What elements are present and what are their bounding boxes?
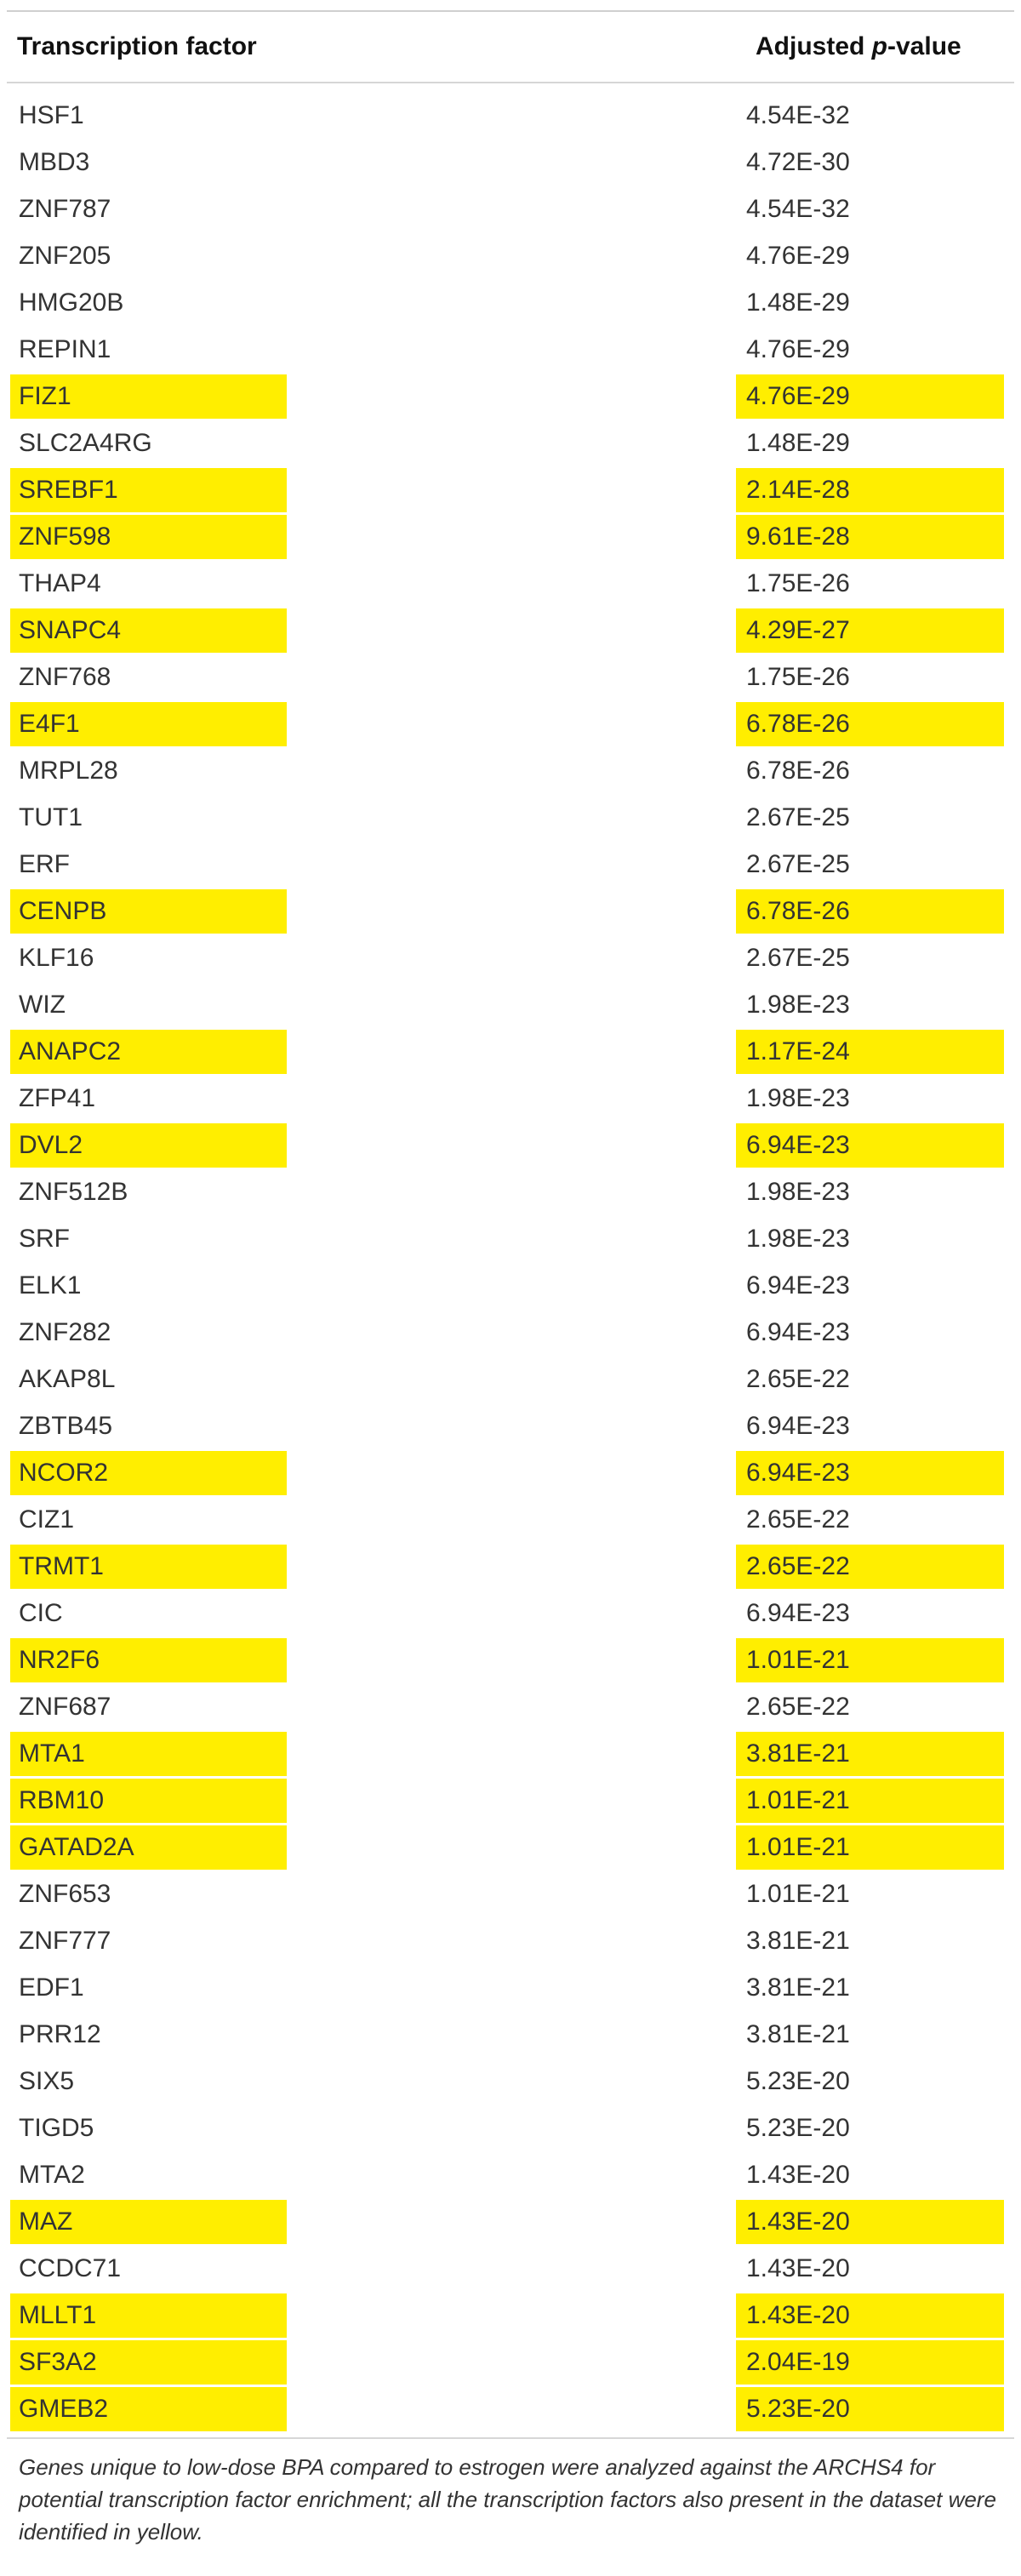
adjusted-p-value-cell: 3.81E-21	[746, 1973, 850, 2002]
adjusted-p-value-cell: 2.67E-25	[746, 849, 850, 878]
transcription-factor-cell: NR2F6	[10, 1638, 287, 1682]
adjusted-p-value-cell: 4.76E-29	[746, 241, 850, 270]
table-row	[0, 232, 1021, 279]
transcription-factor-cell: SRF	[19, 1224, 70, 1253]
table-row	[0, 1730, 1021, 1777]
transcription-factor-cell: KLF16	[19, 943, 94, 972]
adjusted-p-value-cell: 2.04E-19	[736, 2340, 1004, 2385]
transcription-factor-table	[0, 10, 1021, 2548]
table-row	[0, 1309, 1021, 1356]
adjusted-p-value-cell: 6.94E-23	[736, 1451, 1004, 1495]
transcription-factor-cell: ZNF598	[10, 515, 287, 559]
adjusted-p-value-cell: 6.78E-26	[746, 756, 850, 785]
table-footnote: Genes unique to low-dose BPA compared to estrogen were analyzed against the ARCHS4 for potential transcription factor enrichment; all the transcription factors also present in the dataset were identified in yellow.	[19, 2454, 996, 2545]
transcription-factor-cell: NCOR2	[10, 1451, 287, 1495]
adjusted-p-value-cell: 4.76E-29	[746, 334, 850, 363]
table-row	[0, 420, 1021, 466]
table-row	[0, 1590, 1021, 1636]
table-row	[0, 934, 1021, 981]
adjusted-p-value-cell: 1.98E-23	[746, 1177, 850, 1206]
transcription-factor-cell: TRMT1	[10, 1545, 287, 1589]
transcription-factor-cell: ZNF653	[19, 1879, 111, 1908]
table-row	[0, 1496, 1021, 1543]
transcription-factor-cell: SREBF1	[10, 468, 287, 512]
adjusted-p-value-cell: 2.14E-28	[736, 468, 1004, 512]
transcription-factor-cell: MTA1	[10, 1732, 287, 1776]
transcription-factor-cell: E4F1	[10, 702, 287, 746]
adjusted-p-value-cell: 2.65E-22	[746, 1364, 850, 1393]
adjusted-p-value-cell: 6.78E-26	[736, 889, 1004, 934]
transcription-factor-cell: CCDC71	[19, 2253, 122, 2282]
adjusted-p-value-cell: 1.43E-20	[736, 2293, 1004, 2338]
table-row	[0, 326, 1021, 373]
transcription-factor-cell: ZNF512B	[19, 1177, 128, 1206]
adjusted-p-value-cell: 5.23E-20	[746, 2066, 850, 2095]
table-row	[0, 1683, 1021, 1730]
header-pv-suffix: -value	[887, 32, 961, 60]
header-adjusted-p-value	[756, 32, 1004, 61]
table-row	[0, 2385, 1021, 2432]
table-row	[0, 794, 1021, 841]
table-row	[0, 1028, 1021, 1075]
adjusted-p-value-cell: 6.94E-23	[746, 1317, 850, 1346]
adjusted-p-value-cell: 2.65E-22	[736, 1545, 1004, 1589]
transcription-factor-cell: REPIN1	[19, 334, 111, 363]
table-row	[0, 2245, 1021, 2292]
adjusted-p-value-cell: 3.81E-21	[736, 1732, 1004, 1776]
transcription-factor-cell: ELK1	[19, 1271, 82, 1299]
table-row	[0, 1543, 1021, 1590]
adjusted-p-value-cell: 2.65E-22	[746, 1692, 850, 1721]
adjusted-p-value-cell: 9.61E-28	[736, 515, 1004, 559]
adjusted-p-value-cell: 1.75E-26	[746, 568, 850, 597]
header-pv-italic: p	[871, 32, 887, 60]
transcription-factor-cell: FIZ1	[10, 374, 287, 419]
transcription-factor-cell: AKAP8L	[19, 1364, 116, 1393]
adjusted-p-value-cell: 4.72E-30	[746, 147, 850, 176]
table-row	[0, 700, 1021, 747]
table-row	[0, 1075, 1021, 1122]
table-row	[0, 1122, 1021, 1168]
header-pv-prefix: Adjusted	[756, 32, 872, 60]
table-row	[0, 186, 1021, 232]
table-row	[0, 841, 1021, 888]
table-row	[0, 466, 1021, 513]
adjusted-p-value-cell: 6.94E-23	[736, 1123, 1004, 1168]
transcription-factor-cell: DVL2	[10, 1123, 287, 1168]
table-row	[0, 1356, 1021, 1402]
transcription-factor-cell: HSF1	[19, 100, 84, 129]
transcription-factor-cell: SIX5	[19, 2066, 75, 2095]
table-row	[0, 981, 1021, 1028]
transcription-factor-cell: MBD3	[19, 147, 90, 176]
adjusted-p-value-cell: 6.94E-23	[746, 1411, 850, 1440]
table-row	[0, 1964, 1021, 2011]
transcription-factor-cell: TUT1	[19, 803, 83, 831]
transcription-factor-cell: ERF	[19, 849, 70, 878]
table-row	[0, 513, 1021, 560]
table-row	[0, 139, 1021, 186]
transcription-factor-cell: SLC2A4RG	[19, 428, 152, 457]
table-row	[0, 279, 1021, 326]
transcription-factor-cell: RBM10	[10, 1779, 287, 1823]
table-row	[0, 92, 1021, 139]
transcription-factor-cell: WIZ	[19, 990, 66, 1019]
adjusted-p-value-cell: 2.67E-25	[746, 803, 850, 831]
transcription-factor-cell: TIGD5	[19, 2113, 94, 2142]
table-row	[0, 1871, 1021, 1917]
table-row	[0, 1824, 1021, 1871]
transcription-factor-cell: SNAPC4	[10, 608, 287, 653]
adjusted-p-value-cell: 1.43E-20	[746, 2253, 850, 2282]
transcription-factor-cell: EDF1	[19, 1973, 84, 2002]
table-row	[0, 1215, 1021, 1262]
transcription-factor-cell: CENPB	[10, 889, 287, 934]
table-row	[0, 2198, 1021, 2245]
adjusted-p-value-cell: 1.01E-21	[736, 1825, 1004, 1870]
table-row	[0, 2151, 1021, 2198]
transcription-factor-cell: ZBTB45	[19, 1411, 113, 1440]
table-header-row	[7, 12, 1014, 83]
adjusted-p-value-cell: 1.43E-20	[746, 2160, 850, 2189]
table-row	[0, 747, 1021, 794]
table-row	[0, 607, 1021, 654]
adjusted-p-value-cell: 1.17E-24	[736, 1030, 1004, 1074]
adjusted-p-value-cell: 2.65E-22	[746, 1505, 850, 1534]
adjusted-p-value-cell: 5.23E-20	[736, 2387, 1004, 2431]
transcription-factor-cell: ZNF282	[19, 1317, 111, 1346]
adjusted-p-value-cell: 6.94E-23	[746, 1598, 850, 1627]
table-row	[0, 373, 1021, 420]
transcription-factor-cell: HMG20B	[19, 288, 124, 317]
transcription-factor-cell: GATAD2A	[10, 1825, 287, 1870]
transcription-factor-cell: SF3A2	[10, 2340, 287, 2385]
table-row	[0, 1917, 1021, 1964]
transcription-factor-cell: GMEB2	[10, 2387, 287, 2431]
adjusted-p-value-cell: 4.76E-29	[736, 374, 1004, 419]
transcription-factor-cell: CIZ1	[19, 1505, 75, 1534]
table-row	[0, 1777, 1021, 1824]
table-row	[0, 1636, 1021, 1683]
adjusted-p-value-cell: 4.29E-27	[736, 608, 1004, 653]
table-row	[0, 654, 1021, 700]
table-row	[0, 888, 1021, 934]
table-row	[0, 1262, 1021, 1309]
transcription-factor-cell: MAZ	[10, 2200, 287, 2244]
adjusted-p-value-cell: 2.67E-25	[746, 943, 850, 972]
transcription-factor-cell: PRR12	[19, 2019, 101, 2048]
transcription-factor-cell: ZFP41	[19, 1083, 96, 1112]
table-row	[0, 1168, 1021, 1215]
header-transcription-factor: Transcription factor	[17, 32, 257, 60]
adjusted-p-value-cell: 3.81E-21	[746, 1926, 850, 1955]
transcription-factor-cell: MTA2	[19, 2160, 85, 2189]
adjusted-p-value-cell: 1.48E-29	[746, 288, 850, 317]
table-row	[0, 2339, 1021, 2385]
table-row	[0, 2011, 1021, 2058]
transcription-factor-cell: THAP4	[19, 568, 101, 597]
adjusted-p-value-cell: 1.01E-21	[736, 1638, 1004, 1682]
transcription-factor-cell: ZNF777	[19, 1926, 111, 1955]
adjusted-p-value-cell: 5.23E-20	[746, 2113, 850, 2142]
transcription-factor-cell: MLLT1	[10, 2293, 287, 2338]
adjusted-p-value-cell: 1.98E-23	[746, 1083, 850, 1112]
adjusted-p-value-cell: 6.78E-26	[736, 702, 1004, 746]
adjusted-p-value-cell: 1.48E-29	[746, 428, 850, 457]
adjusted-p-value-cell: 1.75E-26	[746, 662, 850, 691]
adjusted-p-value-cell: 6.94E-23	[746, 1271, 850, 1299]
table-row	[0, 2058, 1021, 2105]
table-row	[0, 2105, 1021, 2151]
adjusted-p-value-cell: 1.98E-23	[746, 1224, 850, 1253]
table-body	[0, 83, 1021, 2432]
transcription-factor-cell: ANAPC2	[10, 1030, 287, 1074]
transcription-factor-cell: ZNF768	[19, 662, 111, 691]
transcription-factor-cell: MRPL28	[19, 756, 118, 785]
adjusted-p-value-cell: 1.98E-23	[746, 990, 850, 1019]
adjusted-p-value-cell: 1.43E-20	[736, 2200, 1004, 2244]
adjusted-p-value-cell: 3.81E-21	[746, 2019, 850, 2048]
adjusted-p-value-cell: 1.01E-21	[736, 1779, 1004, 1823]
transcription-factor-cell: ZNF205	[19, 241, 111, 270]
transcription-factor-cell: ZNF687	[19, 1692, 111, 1721]
table-row	[0, 1402, 1021, 1449]
adjusted-p-value-cell: 1.01E-21	[746, 1879, 850, 1908]
table-row	[0, 560, 1021, 607]
adjusted-p-value-cell: 4.54E-32	[746, 194, 850, 223]
table-row	[0, 2292, 1021, 2339]
table-row	[0, 1449, 1021, 1496]
adjusted-p-value-cell: 4.54E-32	[746, 100, 850, 129]
transcription-factor-cell: CIC	[19, 1598, 63, 1627]
transcription-factor-cell: ZNF787	[19, 194, 111, 223]
